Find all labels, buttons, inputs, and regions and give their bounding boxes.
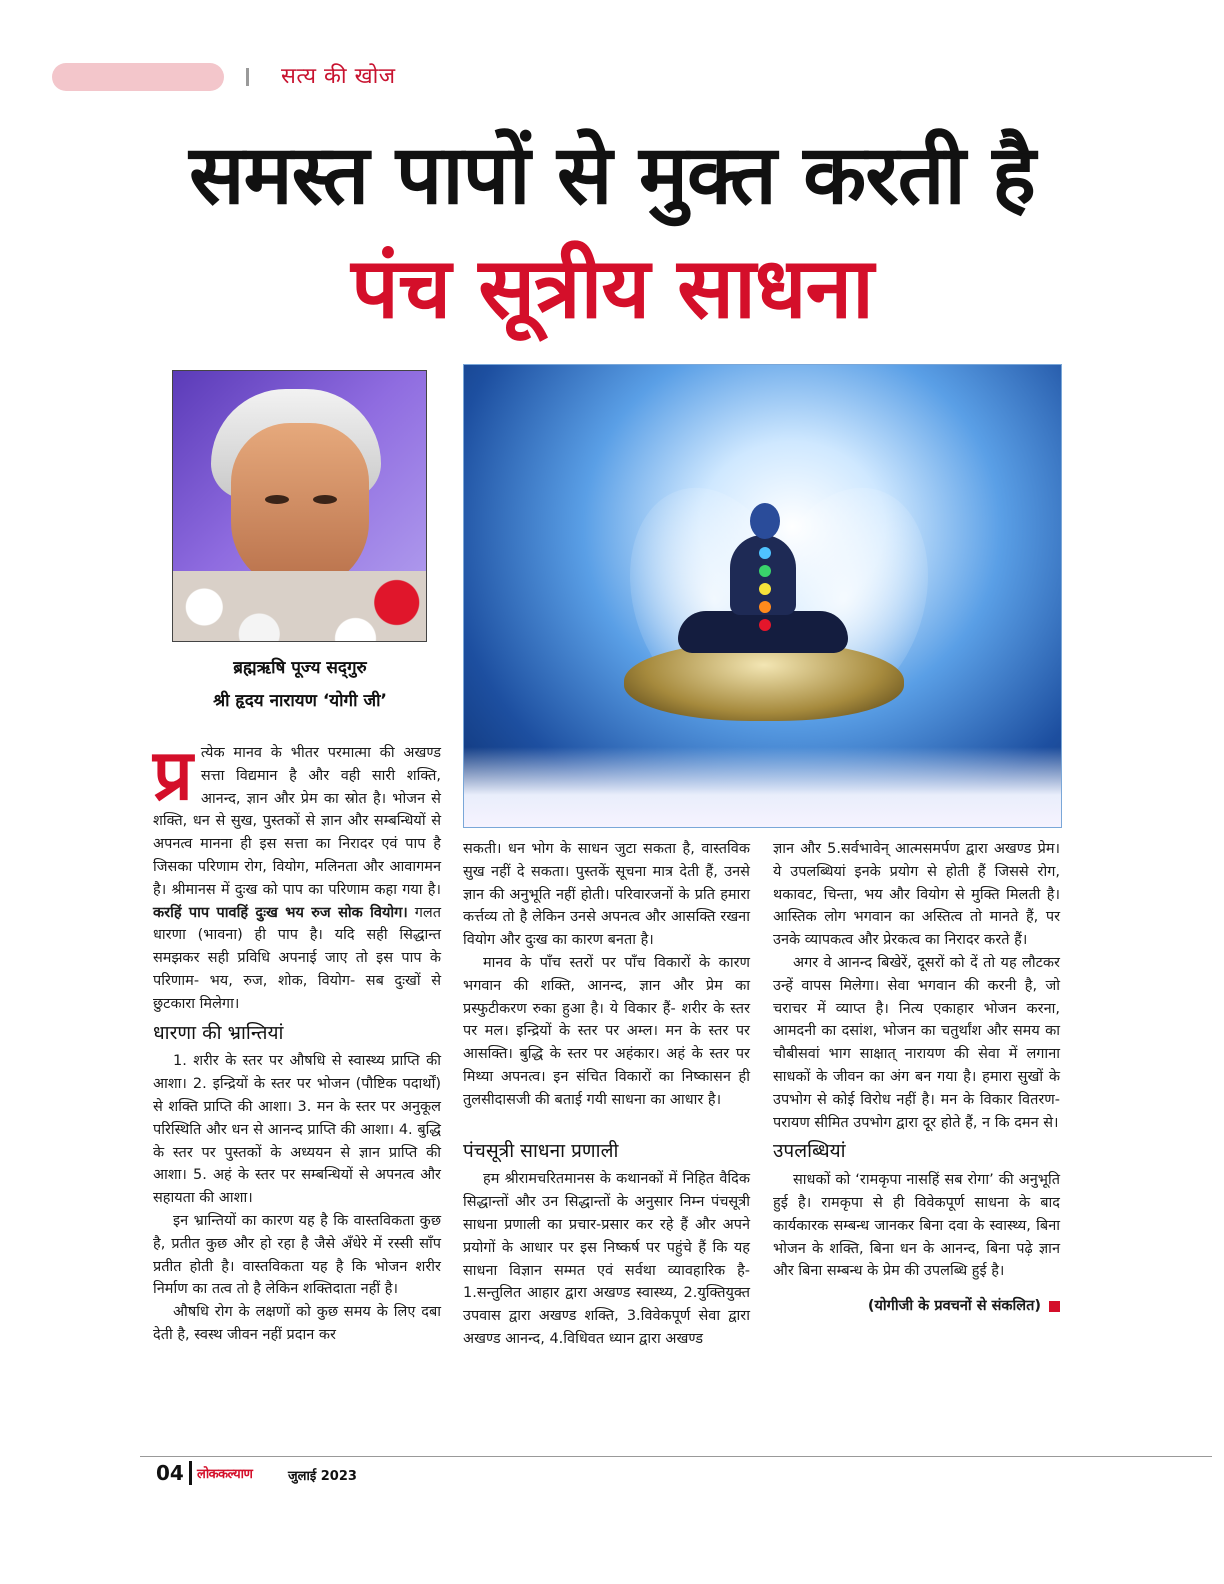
article-column-3 bbox=[773, 838, 1060, 1318]
source-note bbox=[773, 1295, 1060, 1318]
meditation-illustration bbox=[463, 364, 1062, 828]
paragraph: ज्ञान और 5.सर्वभावेन् आत्मसमर्पण द्वारा अखण्ड प्रेम। ये उपलब्धियां इनके प्रयोग से होती हैं जिससे रोग, थकावट, चिन्ता, भय और वियोग से मुक्ति मिलती है। आस्तिक लोग भगवान का अस्तित्व तो मानते हैं, पर उनके व्यापकत्व और प्रेरकत्व का निरादर करते हैं। bbox=[773, 841, 1060, 949]
manas-quote: करहिं पाप पावहिं दुःख भय रुज सोक वियोग। bbox=[153, 904, 408, 921]
subheading-achievements: उपलब्धियां bbox=[773, 1140, 846, 1163]
paragraph: अगर वे आनन्द बिखेरें, दूसरों को दें तो यह लौटकर उन्हें वापस मिलेगा। सेवा भगवान की करनी है, जो चराचर में व्याप्त है। नित्य एकाहार भोजन करना, आमदनी का दसांश, भोजन का चतुर्थांश और समय का चौबीसवां भाग साक्षात् नारायण की सेवा में लगाना साधकों के जीवन का अंग बन गया है। हमारा सुखों के उपभोग से कोई विरोध नहीं है। मन के विकार वितरण- परायण सीमित उपभोग द्वारा दूर होते हैं, न कि दमन से। bbox=[773, 954, 1060, 1131]
caption-line-2: श्री हृदय नारायण ‘योगी जी’ bbox=[213, 691, 387, 711]
portrait-face bbox=[231, 423, 369, 591]
subheading-method: पंचसूत्री साधना प्रणाली bbox=[463, 1139, 619, 1162]
issue-date: जुलाई 2023 bbox=[288, 1469, 357, 1484]
paragraph: सकती। धन भोग के साधन जुटा सकता है, वास्तविक सुख नहीं दे सकता। पुस्तकें सूचना मात्र देती हैं, उनसे ज्ञान की अनुभूति नहीं होती। परिवारजनों के प्रति हमारा कर्त्तव्य तो है लेकिन उनसे अपनत्व और आसक्ति रखना वियोग और दुःख का कारण बनता है। bbox=[463, 841, 750, 949]
section-label: सत्य की खोज bbox=[281, 64, 396, 89]
end-mark-icon bbox=[1049, 1301, 1060, 1312]
chakra-dot bbox=[759, 565, 771, 577]
lotus-flower bbox=[624, 641, 904, 721]
misconceptions-list: 1. शरीर के स्तर पर औषधि से स्वास्थ्य प्राप्ति की आशा। 2. इन्द्रियों के स्तर पर भोजन (पौष्टिक पदार्थों) से शक्ति प्राप्ति की आशा। 3. मन के स्तर पर अनुकूल परिस्थिति और धन से आनन्द प्राप्ति की आशा। 4. बुद्धि के स्तर पर पुस्तकों के अध्ययन से ज्ञान प्राप्ति की आशा। 5. अहं के स्तर पर सम्बन्धियों से अपनत्व और सहायता की आशा। bbox=[153, 1053, 441, 1207]
article-column-1 bbox=[153, 734, 441, 1347]
section-tag-pill bbox=[52, 63, 224, 91]
chakra-dot bbox=[759, 601, 771, 613]
footer-rule bbox=[140, 1456, 1212, 1457]
intro-paragraph bbox=[153, 734, 441, 1016]
caption-line-1: ब्रह्मऋषि पूज्य सद्‌गुरु bbox=[233, 658, 367, 678]
paragraph: साधकों को ‘रामकृपा नासहिं सब रोगा’ की अनुभूति हुई है। रामकृपा से ही विवेकपूर्ण साधना के बाद कार्यकारक सम्बन्ध जानकर बिना दवा के स्वास्थ्य, बिना भोजन के शक्ति, बिना धन के आनन्द, बिना पढ़े ज्ञान और बिना सम्बन्ध के प्रेम की उपलब्धि हुई है। bbox=[773, 1172, 1060, 1280]
source-text: (योगीजी के प्रवचनों से संकलित) bbox=[867, 1298, 1041, 1315]
paragraph: हम श्रीरामचरितमानस के कथानकों में निहित वैदिक सिद्धान्तों और उन सिद्धान्तों के अनुसार निम्न पंचसूत्री साधना प्रणाली का प्रचार-प्रसार कर रहे हैं और अपने प्रयोगों के आधार पर इस निष्कर्ष पर पहुंचे हैं कि यह साधना विज्ञान सम्मत एवं सर्वथा व्यावहारिक है- 1.सन्तुलित आहार द्वारा अखण्ड स्वास्थ्य, 2.युक्तियुक्त उपवास द्वारा अखण्ड शक्ति, 3.विवेकपूर्ण सेवा द्वारा अखण्ड आनन्द, 4.विधिवत ध्यान द्वारा अखण्ड bbox=[463, 1171, 750, 1347]
paragraph: औषधि रोग के लक्षणों को कुछ समय के लिए दबा देती है, स्वस्थ जीवन नहीं प्रदान कर bbox=[153, 1304, 441, 1343]
paragraph: मानव के पाँच स्तरों पर पाँच विकारों के कारण भगवान की शक्ति, आनन्द, ज्ञान और प्रेम का प्रस्फुटीकरण रुका हुआ है। ये विकार हैं- शरीर के स्तर पर मल। इन्द्रियों के स्तर पर अम्ल। मन के स्तर पर आसक्ति। बुद्धि के स्तर पर अहंकार। अहं के स्तर पर मिथ्या अपनत्व। इन संचित विकारों का निष्कासन ही तुलसीदासजी की बताई गयी साधना का आधार है। bbox=[463, 954, 750, 1108]
intro-text-end: गलत धारणा (भावना) ही पाप है। यदि सही सिद्धान्त समझकर सही प्रविधि अपनाई जाए तो इस पाप के परिणाम- भय, रुज, शोक, वियोग- सब दुःखों से छुटकारा मिलेगा। bbox=[153, 904, 441, 1012]
header-divider bbox=[246, 68, 249, 86]
portrait-caption bbox=[160, 652, 440, 718]
magazine-logo: लोककल्याण bbox=[197, 1467, 253, 1482]
subheading-misconceptions: धारणा की भ्रान्तियां bbox=[153, 1021, 284, 1044]
meditator-legs bbox=[678, 611, 848, 653]
headline-line2: पंच सूत्रीय साधना bbox=[351, 239, 873, 337]
headline-line1: समस्त पापों से मुक्त करती है bbox=[189, 128, 1035, 223]
meditator-head bbox=[750, 503, 780, 539]
flower-garland bbox=[172, 571, 427, 642]
footer-divider bbox=[189, 1461, 192, 1485]
portrait-eye bbox=[313, 495, 337, 504]
chakra-dot bbox=[759, 583, 771, 595]
chakra-dot bbox=[759, 619, 771, 631]
page-number: 04 bbox=[156, 1461, 184, 1485]
drop-cap: प्र bbox=[153, 734, 193, 816]
portrait-eye bbox=[265, 495, 289, 504]
article-column-2 bbox=[463, 838, 750, 1351]
intro-text: त्येक मानव के भीतर परमात्मा की अखण्ड सत्ता विद्यमान है और वही सारी शक्ति, आनन्द, ज्ञान और प्रेम का स्रोत है। भोजन से शक्ति, धन से सुख, पुस्तकों से ज्ञान और सम्बन्धियों से अपनत्व मानना ही इस सत्ता का निरादर एवं पाप है जिसका परिणाम रोग, वियोग, मलिनता और आवागमन है। श्रीमानस में दुःख को पाप का परिणाम कहा गया है। bbox=[153, 745, 441, 898]
guru-portrait-image bbox=[172, 370, 427, 642]
paragraph: इन भ्रान्तियों का कारण यह है कि वास्तविकता कुछ है, प्रतीत कुछ और हो रहा है जैसे अँधेरे में रस्सी साँप प्रतीत होती है। वास्तविकता यह है कि भोजन शरीर निर्माण का तत्व तो है लेकिन शक्तिदाता नहीं है। bbox=[153, 1212, 441, 1298]
cloud-base bbox=[464, 747, 1061, 827]
chakra-dot bbox=[759, 547, 771, 559]
